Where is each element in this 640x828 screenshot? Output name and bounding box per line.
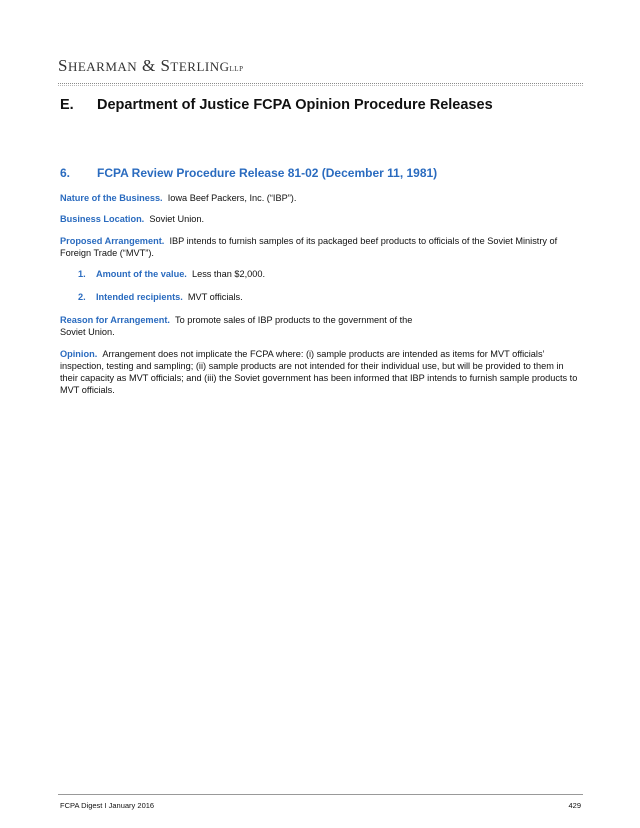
footer-divider xyxy=(58,794,583,795)
item-number: 1. xyxy=(78,269,86,279)
subsection-number: 6. xyxy=(60,166,71,180)
logo-initial-s: S xyxy=(58,56,68,75)
arrangement-paragraph xyxy=(60,235,570,259)
opinion-paragraph xyxy=(60,348,582,396)
item-text: MVT officials. xyxy=(187,292,243,302)
item-label: Intended recipients. xyxy=(96,292,183,302)
reason-label: Reason for Arrangement. xyxy=(60,315,170,325)
item-label: Amount of the value. xyxy=(96,269,187,279)
item-text: Less than $2,000. xyxy=(191,269,266,279)
logo-llp: LLP xyxy=(229,65,244,73)
logo-word-terling: TERLING xyxy=(170,59,230,74)
nature-text: Iowa Beef Packers, Inc. (“IBP”). xyxy=(167,193,297,203)
reason-text-line1: To promote sales of IBP products to the government of the xyxy=(175,315,413,325)
logo-ampersand: & xyxy=(137,56,161,75)
section-title: Department of Justice FCPA Opinion Procedure Releases xyxy=(97,97,493,113)
arrangement-label: Proposed Arrangement. xyxy=(60,236,165,246)
reason-paragraph xyxy=(60,314,580,338)
subsection-title: FCPA Review Procedure Release 81-02 (December 11, 1981) xyxy=(97,166,438,180)
logo-initial-s2: S xyxy=(160,56,171,75)
nature-label: Nature of the Business. xyxy=(60,193,163,203)
list-item xyxy=(78,268,265,280)
footer-publication: FCPA Digest I January 2016 xyxy=(60,801,155,810)
header-divider xyxy=(58,83,583,84)
arrangement-text: IBP intends to furnish samples of its packaged beef products to officials of the Soviet Ministry of Foreign Trade (“MVT”). xyxy=(60,236,558,258)
opinion-text: Arrangement does not implicate the FCPA where: (i) sample products are intended as items for MVT officials’ inspection, testing and sampling; (ii) sample products are not intended for their individual use, but will be provided to them in their capacity as MVT officials; and (iii) the Soviet government has been informed that IBP intends to furnish sample products to MVT officials. xyxy=(60,349,578,395)
nature-paragraph xyxy=(60,192,580,204)
page-number: 429 xyxy=(568,801,581,810)
list-item xyxy=(78,291,243,303)
location-text: Soviet Union. xyxy=(149,214,205,224)
location-paragraph xyxy=(60,213,580,225)
section-number: E. xyxy=(60,97,74,113)
opinion-label: Opinion. xyxy=(60,349,98,359)
item-number: 2. xyxy=(78,292,86,302)
reason-text-line2: Soviet Union. xyxy=(60,327,115,337)
logo-word-hearman: HEARMAN xyxy=(67,59,138,74)
subsection-heading xyxy=(60,166,437,180)
location-label: Business Location. xyxy=(60,214,145,224)
section-heading xyxy=(60,97,493,113)
header-divider-secondary xyxy=(58,85,583,86)
firm-logo xyxy=(58,56,243,76)
